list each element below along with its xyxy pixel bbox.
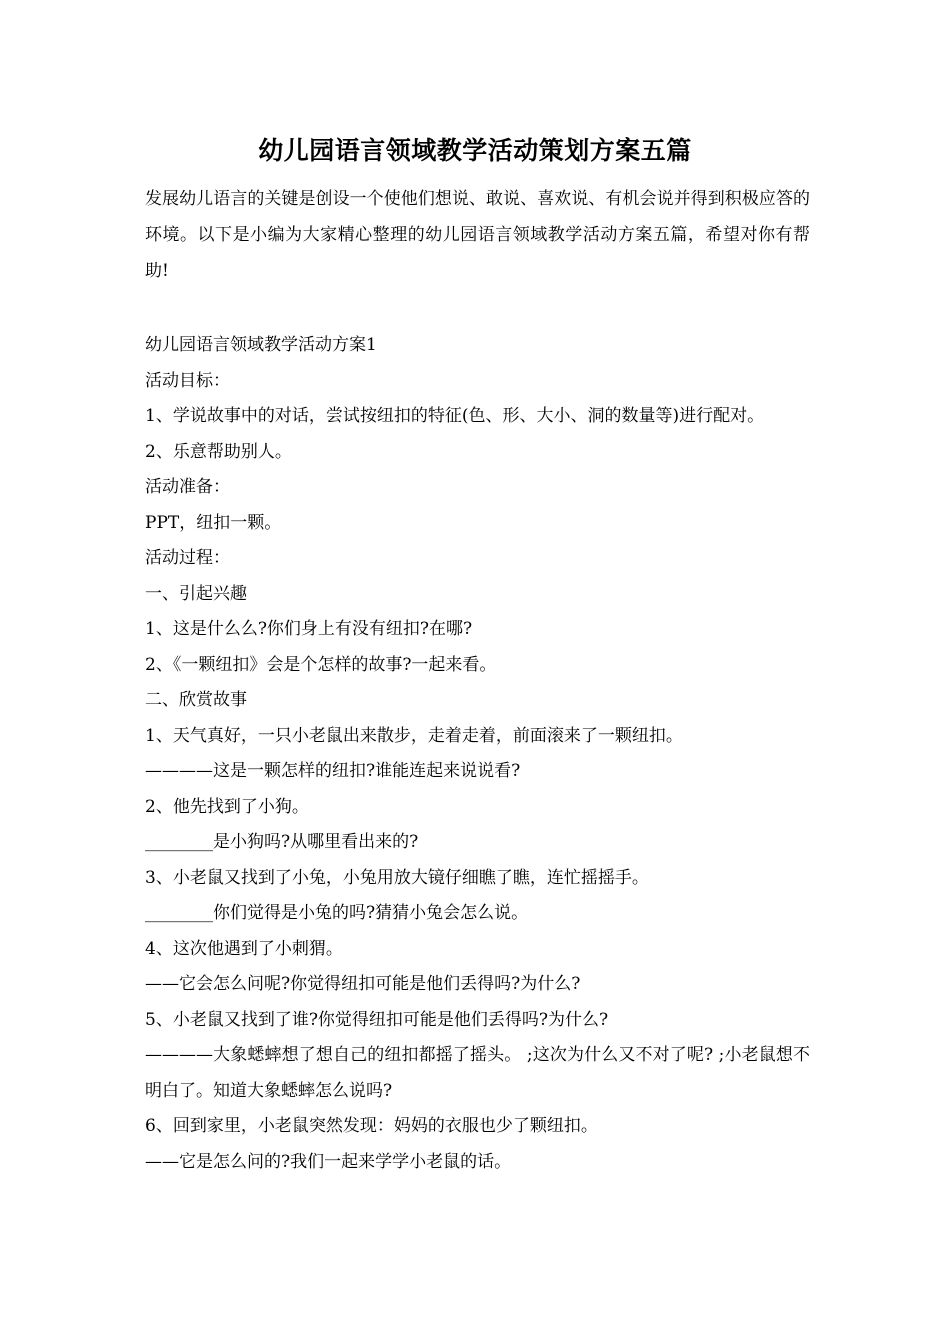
- body-line: 2、《一颗纽扣》会是个怎样的故事?一起来看。: [145, 654, 497, 675]
- body-line: PPT，纽扣一颗。: [145, 512, 282, 533]
- body-line: ________你们觉得是小兔的吗?猜猜小兔会怎么说。: [145, 903, 529, 923]
- body-line: 6、回到家里，小老鼠突然发现：妈妈的衣服也少了颗纽扣。: [145, 1116, 598, 1136]
- intro-paragraph: 发展幼儿语言的关键是创设一个使他们想说、敢说、喜欢说、有机会说并得到积极应答的环境。以下是小编为大家精心整理的幼儿园语言领域教学活动方案五篇，希望对你有帮助!: [145, 189, 810, 281]
- section-heading: 幼儿园语言领域教学活动方案1: [145, 335, 377, 355]
- body-line: 活动目标：: [145, 370, 230, 391]
- document-body: [145, 328, 810, 1180]
- body-line: ————这是一颗怎样的纽扣?谁能连起来说说看?: [145, 761, 521, 781]
- body-line: 1、天气真好，一只小老鼠出来散步，走着走着，前面滚来了一颗纽扣。: [145, 725, 683, 746]
- body-line: 活动准备：: [145, 477, 230, 497]
- body-line: 1、学说故事中的对话，尝试按纽扣的特征(色、形、大小、洞的数量等)进行配对。: [145, 406, 765, 426]
- body-line: 5、小老鼠又找到了谁?你觉得纽扣可能是他们丢得吗?为什么?: [145, 1009, 609, 1030]
- body-line: 一、引起兴趣: [145, 583, 247, 604]
- body-line: 2、乐意帮助别人。: [145, 441, 292, 462]
- body-line: 4、这次他遇到了小刺猬。: [145, 938, 343, 959]
- body-line: 2、他先找到了小狗。: [145, 796, 309, 817]
- body-line: ——它会怎么问呢?你觉得纽扣可能是他们丢得吗?为什么?: [145, 974, 581, 994]
- body-line: ________是小狗吗?从哪里看出来的?: [145, 832, 419, 852]
- body-line: ————大象蟋蟀想了想自己的纽扣都摇了摇头。 ;这次为什么又不对了呢? ;小老鼠想不明白了。知道大象蟋蟀怎么说吗?: [145, 1045, 810, 1101]
- body-line: 3、小老鼠又找到了小兔，小兔用放大镜仔细瞧了瞧，连忙摇摇手。: [145, 867, 649, 888]
- document-title: 幼儿园语言领域教学活动策划方案五篇: [258, 136, 692, 165]
- body-line: ——它是怎么问的?我们一起来学学小老鼠的话。: [145, 1151, 512, 1172]
- body-line: 活动过程：: [145, 548, 230, 568]
- body-line: 二、欣赏故事: [145, 690, 247, 710]
- body-line: 1、这是什么么?你们身上有没有纽扣?在哪?: [145, 619, 473, 639]
